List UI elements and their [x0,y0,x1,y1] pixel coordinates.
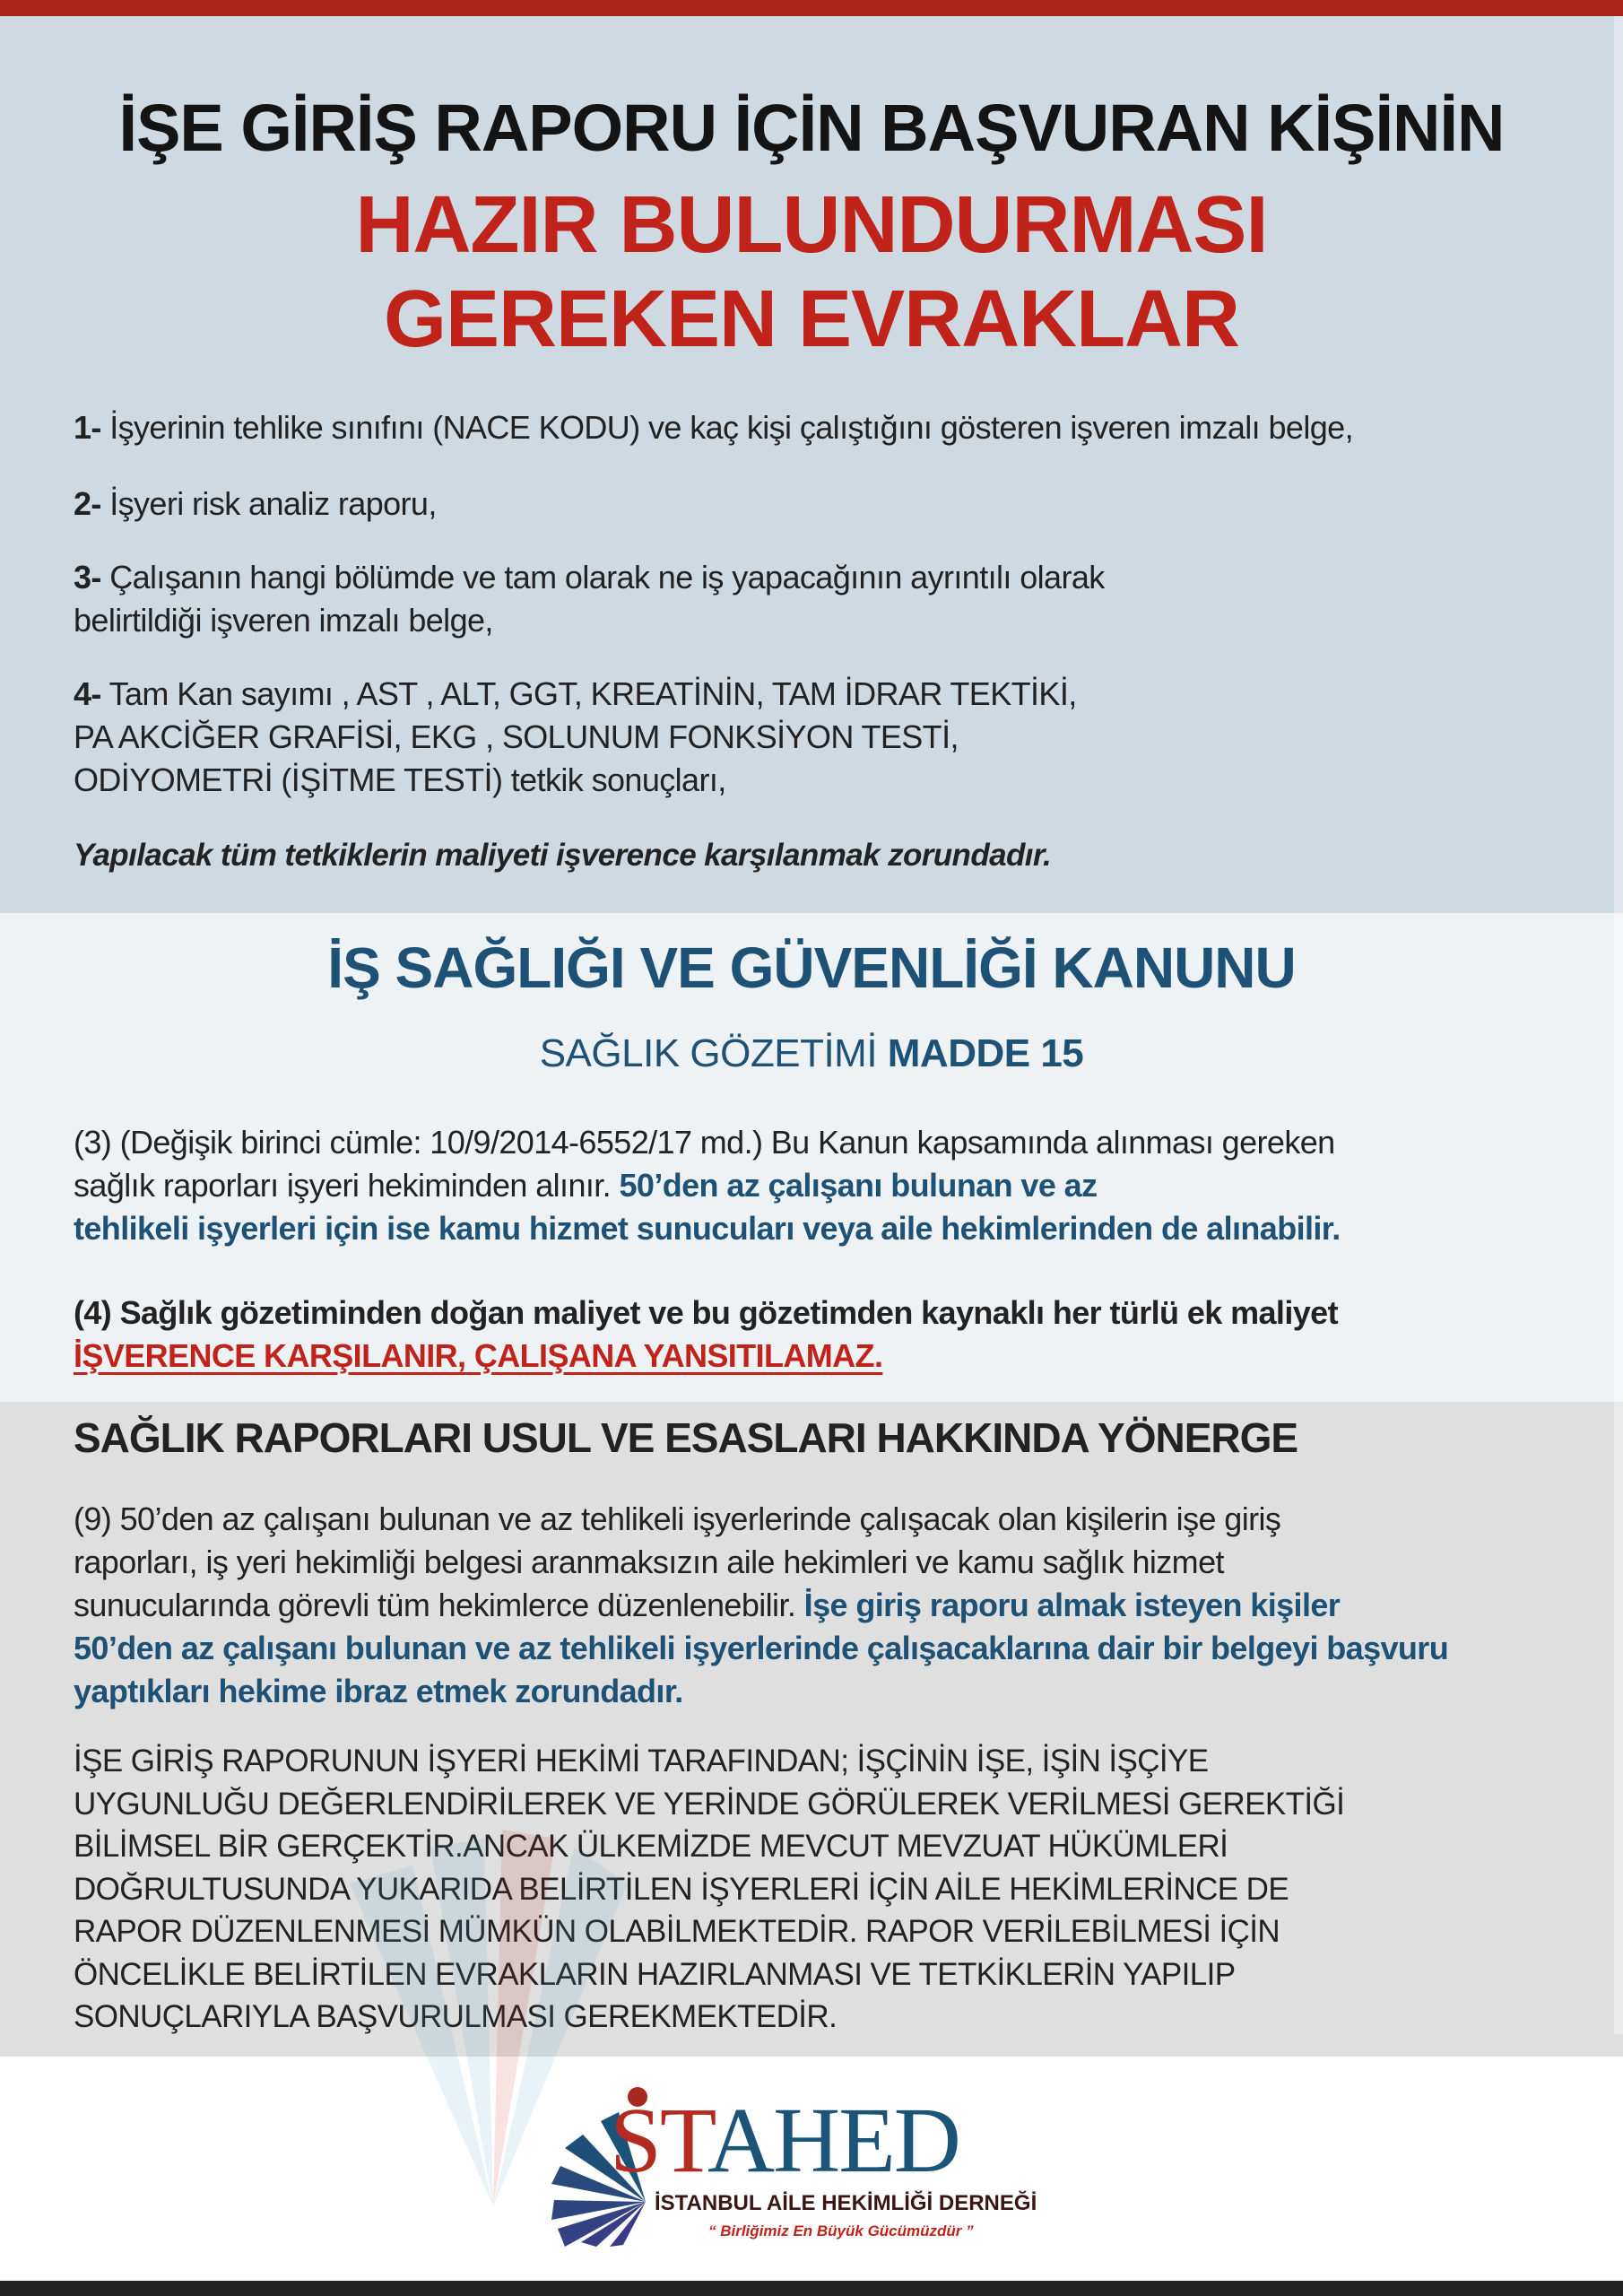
caps-line: ÖNCELİKLE BELİRTİLEN EVRAKLARIN HAZIRLANMASI VE TETKİKLERİN YAPILIP [74,1956,1236,1992]
law-article-number: MADDE 15 [887,1031,1084,1075]
logo-word-navy: AHED [707,2089,959,2192]
organization-name: İSTANBUL AİLE HEKİMLİĞİ DERNEĞİ [655,2191,1037,2215]
highlight-text: İşe giriş raporu almak isteyen kişiler [803,1587,1341,1623]
directive-paragraph-9 [74,1498,1448,1713]
istahed-logo [547,2076,1049,2247]
item-number: 2- [74,485,101,522]
top-accent-bar [0,0,1623,16]
headline-line2: HAZIR BULUNDURMASI [355,180,1268,270]
document-item-2 [74,483,437,526]
item-text: Tam Kan sayımı , AST , ALT, GGT, KREATİNİN, TAM İDRAR TEKTİKİ, [108,675,1077,712]
organization-motto: “ Birliğimiz En Büyük Gücümüzdür ” [708,2222,974,2239]
paragraph-text: sağlık raporları işyeri hekiminden alınır. [74,1167,620,1204]
document-item-4 [74,673,1077,802]
headline-line3: GEREKEN EVRAKLAR [383,274,1240,364]
highlight-text: tehlikeli işyerleri için ise kamu hizmet sunucuları veya aile hekimlerinden de alınabilir. [74,1210,1341,1247]
item-number: 1- [74,409,101,446]
law-subtitle-regular: SAĞLIK GÖZETİMİ [539,1031,888,1075]
logo-word-red: ST [610,2089,708,2192]
law-paragraph-3 [74,1121,1341,1250]
law-subtitle [0,1031,1623,1076]
paragraph-text: (3) (Değişik birinci cümle: 10/9/2014-6552/17 md.) Bu Kanun kapsamında alınması gereken [74,1124,1335,1161]
directive-title: SAĞLIK RAPORLARI USUL VE ESASLARI HAKKINDA YÖNERGE [74,1414,1298,1461]
paragraph-text: (4) Sağlık gözetiminden doğan maliyet ve bu gözetimden kaynaklı her türlü ek maliyet [74,1294,1338,1331]
headline-line1: İŞE GİRİŞ RAPORU İÇİN BAŞVURAN KİŞİNİN [118,91,1505,165]
item-number: 3- [74,559,101,596]
cost-note: Yapılacak tüm tetkiklerin maliyeti işverence karşılanmak zorundadır. [74,838,1052,873]
item-text: İşyeri risk analiz raporu, [109,485,437,522]
caps-line: SONUÇLARIYLA BAŞVURULMASI GEREKMEKTEDİR. [74,1999,838,2034]
item-text: ODİYOMETRİ (İŞİTME TESTİ) tetkik sonuçları, [74,761,726,798]
document-item-3 [74,556,1105,642]
caps-line: BİLİMSEL BİR GERÇEKTİR.ANCAK ÜLKEMİZDE MEVCUT MEVZUAT HÜKÜMLERİ [74,1829,1228,1864]
right-edge-strip [1614,16,1623,2034]
paragraph-text: sunucularında görevli tüm hekimlerce düzenlenebilir. [74,1587,804,1623]
highlight-text: 50’den az çalışanı bulunan ve az [619,1167,1098,1204]
item-text: belirtildiği işveren imzalı belge, [74,602,493,639]
item-text: İşyerinin tehlike sınıfını (NACE KODU) ve kaç kişi çalıştığını gösteren işveren imzalı belge, [109,409,1353,446]
caps-line: İŞE GİRİŞ RAPORUNUN İŞYERİ HEKİMİ TARAFINDAN; İŞÇİNİN İŞE, İŞİN İŞÇİYE [74,1744,1209,1779]
highlight-text: yaptıkları hekime ibraz etmek zorundadır. [74,1673,683,1709]
law-paragraph-4 [74,1292,1338,1378]
caps-line: RAPOR DÜZENLENMESİ MÜMKÜN OLABİLMEKTEDİR. RAPOR VERİLEBİLMESİ İÇİN [74,1914,1280,1949]
law-title: İŞ SAĞLIĞI VE GÜVENLİĞİ KANUNU [327,935,1296,1000]
document-item-1 [74,406,1353,449]
caps-line: DOĞRULTUSUNDA YUKARIDA BELİRTİLEN İŞYERLERİ İÇİN AİLE HEKİMLERİNCE DE [74,1871,1289,1907]
paragraph-text: (9) 50’den az çalışanı bulunan ve az tehlikeli işyerlerinde çalışacak olan kişilerin işe giriş [74,1500,1281,1537]
explanatory-caps-text [74,1740,1344,2039]
item-number: 4- [74,675,101,712]
bottom-bar [0,2281,1623,2296]
logo-wordmark [610,2089,959,2192]
warning-text: İŞVERENCE KARŞILANIR, ÇALIŞANA YANSITILAMAZ. [74,1337,883,1374]
paragraph-text: raporları, iş yeri hekimliği belgesi aranmaksızın aile hekimleri ve kamu sağlık hizmet [74,1544,1224,1580]
item-text: Çalışanın hangi bölümde ve tam olarak ne iş yapacağının ayrıntılı olarak [109,559,1105,596]
item-text: PA AKCİĞER GRAFİSİ, EKG , SOLUNUM FONKSİYON TESTİ, [74,718,959,755]
highlight-text: 50’den az çalışanı bulunan ve az tehlikeli işyerlerinde çalışacaklarına dair bir belgeyi başvuru [74,1630,1449,1666]
caps-line: UYGUNLUĞU DEĞERLENDİRİLEREK VE YERİNDE GÖRÜLEREK VERİLMESİ GEREKTİĞİ [74,1786,1345,1822]
